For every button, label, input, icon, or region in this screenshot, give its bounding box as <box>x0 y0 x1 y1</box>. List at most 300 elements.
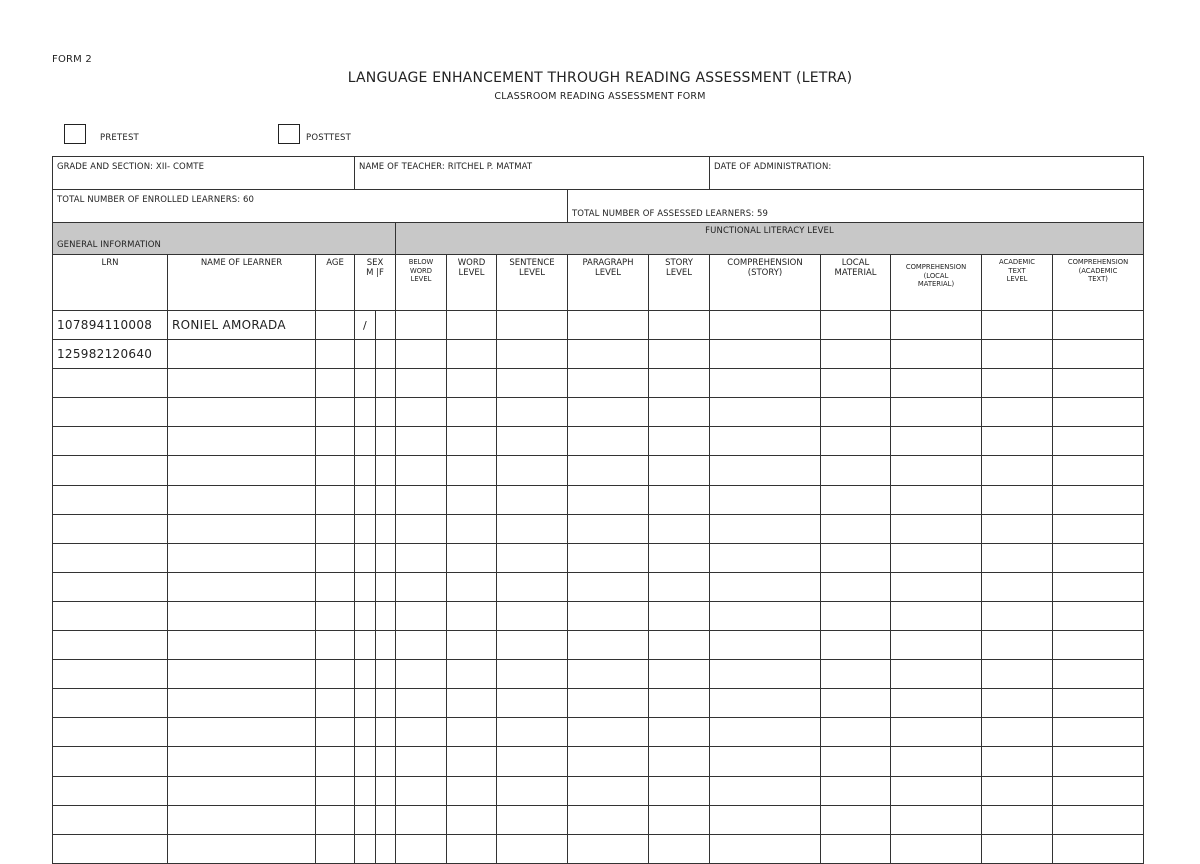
table-cell[interactable] <box>821 340 891 369</box>
learner-name-cell[interactable]: RONIEL AMORADA <box>168 311 316 340</box>
table-cell[interactable] <box>649 805 710 834</box>
age-cell[interactable] <box>316 427 355 456</box>
table-cell[interactable] <box>497 572 568 601</box>
sex-f-cell[interactable] <box>376 747 396 776</box>
table-cell[interactable] <box>821 601 891 630</box>
table-cell[interactable] <box>497 805 568 834</box>
table-cell[interactable] <box>497 340 568 369</box>
table-cell[interactable] <box>821 485 891 514</box>
table-cell[interactable] <box>891 398 982 427</box>
learner-name-cell[interactable] <box>168 427 316 456</box>
column-word-level: WORD LEVEL <box>447 255 497 311</box>
table-cell[interactable] <box>447 747 497 776</box>
sex-f-cell[interactable] <box>376 427 396 456</box>
sex-f-cell[interactable] <box>376 660 396 689</box>
learner-name-cell[interactable] <box>168 572 316 601</box>
table-cell[interactable] <box>568 631 649 660</box>
sex-f-cell[interactable] <box>376 485 396 514</box>
table-cell[interactable] <box>497 427 568 456</box>
learner-name-cell[interactable] <box>168 689 316 718</box>
table-cell[interactable] <box>497 514 568 543</box>
table-cell[interactable] <box>821 572 891 601</box>
table-cell[interactable] <box>1053 543 1144 572</box>
table-cell[interactable] <box>568 660 649 689</box>
table-cell[interactable] <box>447 718 497 747</box>
age-cell[interactable] <box>316 543 355 572</box>
age-cell[interactable] <box>316 660 355 689</box>
table-row <box>53 805 1144 834</box>
learner-name-cell[interactable] <box>168 543 316 572</box>
table-cell[interactable] <box>396 689 447 718</box>
table-cell[interactable] <box>821 660 891 689</box>
table-cell[interactable] <box>1053 311 1144 340</box>
table-cell[interactable] <box>982 514 1053 543</box>
table-cell[interactable] <box>821 543 891 572</box>
sex-m-cell[interactable] <box>355 398 376 427</box>
table-cell[interactable] <box>1053 660 1144 689</box>
table-cell[interactable] <box>568 805 649 834</box>
learner-name-cell[interactable] <box>168 514 316 543</box>
table-cell[interactable] <box>891 718 982 747</box>
age-cell[interactable] <box>316 776 355 805</box>
lrn-cell[interactable] <box>53 805 168 834</box>
table-cell[interactable] <box>710 340 821 369</box>
table-cell[interactable] <box>396 776 447 805</box>
learner-name-cell[interactable] <box>168 485 316 514</box>
lrn-cell[interactable] <box>53 514 168 543</box>
column-name-of-learner: NAME OF LEARNER <box>168 255 316 311</box>
table-cell[interactable] <box>396 631 447 660</box>
table-cell[interactable] <box>396 398 447 427</box>
table-cell[interactable] <box>710 485 821 514</box>
age-cell[interactable] <box>316 311 355 340</box>
table-cell[interactable] <box>568 747 649 776</box>
table-cell[interactable] <box>710 572 821 601</box>
table-cell[interactable] <box>891 572 982 601</box>
table-cell[interactable] <box>447 311 497 340</box>
table-cell[interactable] <box>568 340 649 369</box>
column-story-level: STORY LEVEL <box>649 255 710 311</box>
table-cell[interactable] <box>710 601 821 630</box>
table-row <box>53 747 1144 776</box>
table-cell[interactable] <box>447 340 497 369</box>
table-cell[interactable] <box>821 311 891 340</box>
sex-m-cell[interactable] <box>355 572 376 601</box>
lrn-cell[interactable] <box>53 427 168 456</box>
table-cell[interactable] <box>568 543 649 572</box>
table-cell[interactable] <box>1053 369 1144 398</box>
table-cell[interactable] <box>649 572 710 601</box>
lrn-cell[interactable]: 125982120640 <box>53 340 168 369</box>
learner-name-cell[interactable] <box>168 718 316 747</box>
table-cell[interactable] <box>497 718 568 747</box>
table-cell[interactable] <box>982 747 1053 776</box>
table-cell[interactable] <box>568 398 649 427</box>
table-cell[interactable] <box>447 689 497 718</box>
sex-f-cell[interactable] <box>376 776 396 805</box>
table-cell[interactable] <box>447 631 497 660</box>
table-cell[interactable] <box>982 805 1053 834</box>
table-cell[interactable] <box>982 369 1053 398</box>
table-cell[interactable] <box>821 398 891 427</box>
lrn-cell[interactable] <box>53 398 168 427</box>
sex-f-cell[interactable] <box>376 543 396 572</box>
table-cell[interactable] <box>891 456 982 485</box>
learner-name-cell[interactable] <box>168 805 316 834</box>
table-cell[interactable] <box>447 427 497 456</box>
table-cell[interactable] <box>1053 572 1144 601</box>
lrn-cell[interactable] <box>53 689 168 718</box>
table-cell[interactable] <box>497 398 568 427</box>
sex-f-cell[interactable] <box>376 601 396 630</box>
column-sex: SEX M |F <box>355 255 396 311</box>
posttest-label: POSTTEST <box>306 133 352 143</box>
table-cell[interactable] <box>649 456 710 485</box>
table-cell[interactable] <box>1053 398 1144 427</box>
table-row <box>53 369 1144 398</box>
sex-m-cell[interactable] <box>355 427 376 456</box>
table-cell[interactable] <box>1053 689 1144 718</box>
table-cell[interactable] <box>891 660 982 689</box>
sex-m-cell[interactable] <box>355 776 376 805</box>
table-cell[interactable] <box>649 747 710 776</box>
table-cell[interactable] <box>982 689 1053 718</box>
sex-m-cell[interactable] <box>355 689 376 718</box>
table-cell[interactable] <box>497 631 568 660</box>
sex-m-cell[interactable] <box>355 543 376 572</box>
learner-rows <box>53 311 1144 864</box>
sex-f-cell[interactable] <box>376 805 396 834</box>
table-cell[interactable] <box>568 369 649 398</box>
sex-m-cell[interactable] <box>355 660 376 689</box>
table-cell[interactable] <box>891 805 982 834</box>
table-cell[interactable] <box>821 456 891 485</box>
table-cell[interactable] <box>891 427 982 456</box>
lrn-cell[interactable] <box>53 601 168 630</box>
lrn-cell[interactable] <box>53 718 168 747</box>
sex-m-cell[interactable] <box>355 631 376 660</box>
table-cell[interactable] <box>982 485 1053 514</box>
age-cell[interactable] <box>316 340 355 369</box>
table-cell[interactable] <box>710 514 821 543</box>
age-cell[interactable] <box>316 514 355 543</box>
table-cell[interactable] <box>821 747 891 776</box>
lrn-cell[interactable] <box>53 485 168 514</box>
table-cell[interactable] <box>982 718 1053 747</box>
sex-f-cell[interactable] <box>376 689 396 718</box>
sex-m-cell[interactable] <box>355 369 376 398</box>
table-cell[interactable] <box>568 514 649 543</box>
table-cell[interactable] <box>1053 631 1144 660</box>
table-cell[interactable] <box>710 456 821 485</box>
pretest-label: PRETEST <box>100 133 139 143</box>
age-cell[interactable] <box>316 718 355 747</box>
table-cell[interactable] <box>821 776 891 805</box>
table-cell[interactable] <box>891 543 982 572</box>
table-cell[interactable] <box>891 311 982 340</box>
table-cell[interactable] <box>710 689 821 718</box>
table-cell[interactable] <box>396 543 447 572</box>
table-cell[interactable] <box>821 631 891 660</box>
sex-f-cell[interactable] <box>376 398 396 427</box>
table-cell[interactable] <box>982 660 1053 689</box>
column-lrn: LRN <box>53 255 168 311</box>
age-cell[interactable] <box>316 485 355 514</box>
table-cell[interactable] <box>982 776 1053 805</box>
table-cell[interactable] <box>982 311 1053 340</box>
table-cell[interactable] <box>891 340 982 369</box>
table-cell[interactable] <box>396 485 447 514</box>
form-title: LANGUAGE ENHANCEMENT THROUGH READING ASSESSMENT (LETRA) <box>347 70 853 86</box>
table-cell[interactable] <box>649 398 710 427</box>
table-cell[interactable] <box>497 601 568 630</box>
table-cell[interactable] <box>821 805 891 834</box>
table-cell[interactable] <box>649 601 710 630</box>
table-cell[interactable] <box>497 369 568 398</box>
table-cell[interactable] <box>1053 601 1144 630</box>
table-cell[interactable] <box>1053 340 1144 369</box>
table-cell[interactable] <box>396 427 447 456</box>
table-cell[interactable] <box>447 572 497 601</box>
sex-f-cell[interactable] <box>376 340 396 369</box>
table-cell[interactable] <box>447 601 497 630</box>
table-cell[interactable] <box>396 369 447 398</box>
table-cell[interactable] <box>982 340 1053 369</box>
table-cell[interactable] <box>821 718 891 747</box>
table-cell[interactable] <box>396 340 447 369</box>
table-cell[interactable] <box>396 514 447 543</box>
table-cell[interactable] <box>396 456 447 485</box>
sex-f-cell[interactable] <box>376 572 396 601</box>
table-cell[interactable] <box>447 485 497 514</box>
table-cell[interactable] <box>710 660 821 689</box>
lrn-cell[interactable] <box>53 572 168 601</box>
table-cell[interactable] <box>649 776 710 805</box>
lrn-cell[interactable] <box>53 456 168 485</box>
table-cell[interactable] <box>710 718 821 747</box>
table-cell[interactable] <box>982 398 1053 427</box>
table-cell[interactable] <box>891 689 982 718</box>
table-cell[interactable] <box>568 311 649 340</box>
learner-name-cell[interactable] <box>168 601 316 630</box>
sex-m-cell[interactable]: / <box>355 311 376 340</box>
general-information-header: GENERAL INFORMATION <box>53 223 396 255</box>
table-cell[interactable] <box>649 369 710 398</box>
table-cell[interactable] <box>497 776 568 805</box>
age-cell[interactable] <box>316 456 355 485</box>
table-cell[interactable] <box>891 485 982 514</box>
table-cell[interactable] <box>568 427 649 456</box>
table-cell[interactable] <box>821 689 891 718</box>
lrn-cell[interactable] <box>53 369 168 398</box>
sex-m-cell[interactable] <box>355 805 376 834</box>
learner-name-cell[interactable] <box>168 398 316 427</box>
table-cell[interactable] <box>649 311 710 340</box>
learner-name-cell[interactable] <box>168 369 316 398</box>
table-cell[interactable] <box>1053 514 1144 543</box>
table-cell[interactable] <box>710 543 821 572</box>
table-cell[interactable] <box>821 514 891 543</box>
lrn-cell[interactable]: 107894110008 <box>53 311 168 340</box>
grade-section-field: GRADE AND SECTION: XII- COMTE <box>53 157 355 190</box>
table-cell[interactable] <box>1053 747 1144 776</box>
table-cell[interactable] <box>891 514 982 543</box>
table-cell[interactable] <box>1053 805 1144 834</box>
pretest-option[interactable] <box>64 124 139 144</box>
table-cell[interactable] <box>891 369 982 398</box>
table-cell[interactable] <box>649 485 710 514</box>
table-cell[interactable] <box>447 543 497 572</box>
table-cell[interactable] <box>710 311 821 340</box>
table-cell[interactable] <box>1053 427 1144 456</box>
table-cell[interactable] <box>447 660 497 689</box>
column-comprehension-story: COMPREHENSION (STORY) <box>710 255 821 311</box>
table-cell[interactable] <box>710 398 821 427</box>
table-cell[interactable] <box>447 398 497 427</box>
age-cell[interactable] <box>316 689 355 718</box>
age-cell[interactable] <box>316 572 355 601</box>
learner-name-cell[interactable] <box>168 660 316 689</box>
table-cell[interactable] <box>447 805 497 834</box>
table-cell[interactable] <box>568 572 649 601</box>
age-cell[interactable] <box>316 631 355 660</box>
table-cell[interactable] <box>891 631 982 660</box>
table-cell[interactable] <box>649 427 710 456</box>
table-cell[interactable] <box>649 689 710 718</box>
table-cell[interactable] <box>649 514 710 543</box>
column-comprehension-academic-text: COMPREHENSION (ACADEMIC TEXT) <box>1053 255 1144 311</box>
table-cell[interactable] <box>447 514 497 543</box>
age-cell[interactable] <box>316 601 355 630</box>
table-cell[interactable] <box>1053 718 1144 747</box>
table-cell[interactable] <box>396 660 447 689</box>
table-cell[interactable] <box>396 572 447 601</box>
table-row <box>53 776 1144 805</box>
lrn-cell[interactable] <box>53 747 168 776</box>
table-cell[interactable] <box>710 805 821 834</box>
table-cell[interactable] <box>649 340 710 369</box>
table-cell[interactable] <box>497 456 568 485</box>
table-cell[interactable] <box>497 689 568 718</box>
sex-f-cell[interactable] <box>376 311 396 340</box>
table-cell[interactable] <box>649 718 710 747</box>
teacher-name-field: NAME OF TEACHER: RITCHEL P. MATMAT <box>355 157 710 190</box>
age-cell[interactable] <box>316 805 355 834</box>
lrn-cell[interactable] <box>53 660 168 689</box>
table-cell[interactable] <box>497 311 568 340</box>
table-cell[interactable] <box>568 718 649 747</box>
column-age: AGE <box>316 255 355 311</box>
learner-name-cell[interactable] <box>168 776 316 805</box>
table-cell[interactable] <box>447 369 497 398</box>
table-cell[interactable] <box>497 543 568 572</box>
table-cell[interactable] <box>649 631 710 660</box>
sex-m-cell[interactable] <box>355 456 376 485</box>
table-cell[interactable] <box>497 660 568 689</box>
assessed-learners-field: TOTAL NUMBER OF ASSESSED LEARNERS: 59 <box>568 190 1144 223</box>
table-cell[interactable] <box>649 660 710 689</box>
pretest-checkbox[interactable] <box>64 124 86 144</box>
sex-m-cell[interactable] <box>355 747 376 776</box>
table-cell[interactable] <box>568 485 649 514</box>
lrn-cell[interactable] <box>53 631 168 660</box>
table-cell[interactable] <box>396 718 447 747</box>
table-cell[interactable] <box>1053 456 1144 485</box>
lrn-cell[interactable] <box>53 776 168 805</box>
table-cell[interactable] <box>396 747 447 776</box>
table-cell[interactable] <box>982 543 1053 572</box>
table-cell[interactable] <box>982 572 1053 601</box>
table-cell[interactable] <box>982 601 1053 630</box>
table-cell[interactable] <box>710 369 821 398</box>
sex-m-cell[interactable] <box>355 718 376 747</box>
learner-name-cell[interactable] <box>168 456 316 485</box>
sex-f-cell[interactable] <box>376 718 396 747</box>
sex-m-cell[interactable] <box>355 485 376 514</box>
learner-name-cell[interactable] <box>168 340 316 369</box>
sex-f-cell[interactable] <box>376 456 396 485</box>
posttest-option[interactable] <box>278 124 351 144</box>
table-cell[interactable] <box>982 427 1053 456</box>
age-cell[interactable] <box>316 398 355 427</box>
table-cell[interactable] <box>891 747 982 776</box>
table-cell[interactable] <box>710 631 821 660</box>
table-cell[interactable] <box>710 747 821 776</box>
table-cell[interactable] <box>396 805 447 834</box>
table-cell[interactable] <box>891 776 982 805</box>
learner-name-cell[interactable] <box>168 747 316 776</box>
sex-f-cell[interactable] <box>376 631 396 660</box>
table-cell[interactable] <box>982 631 1053 660</box>
table-cell[interactable] <box>497 747 568 776</box>
table-cell[interactable] <box>891 601 982 630</box>
column-academic-text-level: ACADEMIC TEXT LEVEL <box>982 255 1053 311</box>
table-cell[interactable] <box>396 601 447 630</box>
table-cell[interactable] <box>396 311 447 340</box>
table-cell[interactable] <box>568 456 649 485</box>
table-cell[interactable] <box>982 456 1053 485</box>
sex-f-cell[interactable] <box>376 514 396 543</box>
table-cell[interactable] <box>1053 776 1144 805</box>
learner-name-cell[interactable] <box>168 631 316 660</box>
table-cell[interactable] <box>649 543 710 572</box>
table-cell[interactable] <box>821 427 891 456</box>
table-cell[interactable] <box>497 485 568 514</box>
table-cell[interactable] <box>568 601 649 630</box>
table-cell[interactable] <box>447 776 497 805</box>
form-number: FORM 2 <box>52 54 92 65</box>
posttest-checkbox[interactable] <box>278 124 300 144</box>
sex-m-cell[interactable] <box>355 514 376 543</box>
sex-m-cell[interactable] <box>355 601 376 630</box>
table-cell[interactable] <box>447 456 497 485</box>
column-comprehension-local-material: COMPREHENSION (LOCAL MATERIAL) <box>891 255 982 311</box>
table-row <box>53 660 1144 689</box>
table-cell[interactable] <box>1053 485 1144 514</box>
table-cell[interactable] <box>710 427 821 456</box>
age-cell[interactable] <box>316 369 355 398</box>
table-cell[interactable] <box>821 369 891 398</box>
lrn-cell[interactable] <box>53 543 168 572</box>
table-row <box>53 689 1144 718</box>
table-cell[interactable] <box>568 689 649 718</box>
sex-f-cell[interactable] <box>376 369 396 398</box>
sex-m-cell[interactable] <box>355 340 376 369</box>
table-cell[interactable] <box>568 776 649 805</box>
form-subtitle: CLASSROOM READING ASSESSMENT FORM <box>494 91 706 102</box>
age-cell[interactable] <box>316 747 355 776</box>
table-cell[interactable] <box>710 776 821 805</box>
